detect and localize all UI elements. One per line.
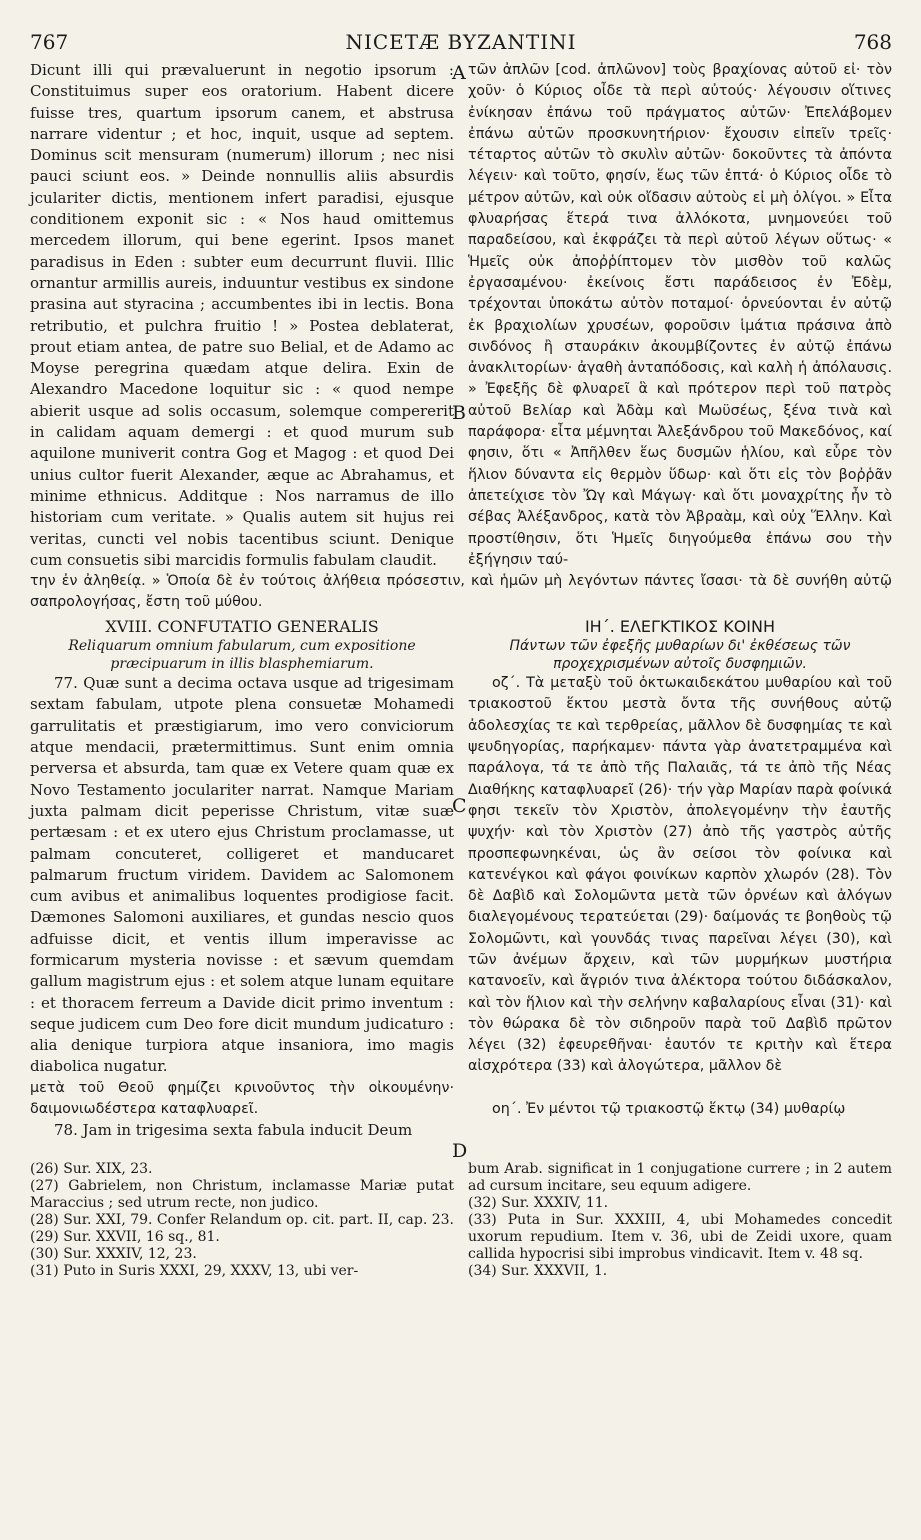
column-marker-d: D	[452, 1140, 468, 1162]
column-marker-a: A	[452, 62, 466, 84]
greek-heading-block	[468, 613, 892, 673]
footnote: (34) Sur. XXXVII, 1.	[468, 1263, 608, 1280]
footnote: (29) Sur. XXVII, 16 sq., 81.	[30, 1229, 220, 1246]
latin-bridge-col	[30, 1078, 454, 1141]
latin-section-subtitle: Reliquarum omnium fabularum, cum expositione præcipuarum in illis blasphemiarum.	[68, 638, 416, 673]
footnote: (31) Puto in Suris XXXI, 29, XXXV, 13, ubi ver-	[30, 1263, 359, 1280]
running-header	[30, 30, 892, 60]
greek-continuation-1: την ἐν ἀληθείᾳ. » Ὁποία δὲ ἐν τούτοις ἀλήθεια πρόσεστιν, καὶ ἡμῶν μὴ λεγόντων πάντες ἴσασι· τὰ δὲ συνήθη αὐτῷ σαπρολογήσας, ἔστη τοῦ μύθου.	[30, 573, 892, 611]
greek-paragraph-78: οη΄. Ἐν μέντοι τῷ τριακοστῷ ἕκτῳ (34) μυθαρίῳ	[492, 1100, 846, 1117]
section2-columns	[30, 673, 892, 1078]
page-number-left: 767	[30, 30, 69, 54]
section1-columns	[30, 60, 892, 571]
greek-section-subtitle: Πάντων τῶν ἐφεξῆς μυθαρίων δι' ἐκθέσεως τῶν προχεχρισμένων αὐτοῖς δυσφημιῶν.	[509, 638, 851, 673]
page	[30, 30, 892, 1280]
section2-bridge	[30, 1078, 892, 1141]
latin-paragraph-78: 78. Jam in trigesima sexta fabula inducit Deum	[54, 1120, 413, 1139]
latin-text-1: Dicunt illi qui prævaluerunt in negotio ipsorum : Constituimus super eos oratorium. Habent dicere fuisse tres, quartum ipsorum canem, et abstrusa narrare videntur ; et hoc, inquit, usque ad septem. Dominus scit mensuram (numerum) illorum ; nec nisi pauci sciunt eos. » Deinde nonnullis aliis absurdis jculariter dictis, mentionem infert paradisi, ejusque conditionem exponit sic : « Nos haud omittemus mercedem illorum, qui bene egerint. Ipsos manet paradisus in Eden : subter eum decurrunt fluvii. Illic ornantur armillis aureis, induuntur vestibus ex sindone prasina aut styracina ; accumbentes ibi in lectis. Bona retributio, et pulchra fruitio ! » Postea deblaterat, prout etiam antea, de patre suo Belial, et de Adamo ac Moyse peregrina quædam atque delira. Exin de Alexandro Macedone loquitur sic : « quod nempe abierit usque ad solis occasum, solemque compererit in calidam aquam demergi : et quod murum sub aquilone muniverit contra Gog et Magog : et quod Dei unius cultor fuerit Alexander, æque ac Abrahamus, et minime ethnicus. Additque : Nos narramus de illo historiam cum veritate. » Qualis autem sit hujus rei veritas, cuncti vel nobis tacentibus sciunt. Denique cum consuetis sibi marcidis formulis fabulam claudit.	[30, 61, 454, 569]
page-number-right: 768	[853, 30, 892, 54]
latin-section-heading: XVIII. CONFUTATIO GENERALIS	[105, 617, 379, 637]
section2-headings	[30, 613, 892, 673]
footnotes-left	[30, 1161, 454, 1280]
footnote: (27) Gabrielem, non Christum, inclamasse Mariæ putat Maraccius ; sed utrum recte, non judico.	[30, 1178, 454, 1212]
footnote: (33) Puta in Sur. XXXIII, 4, ubi Mohamedes concedit uxorum repudium. Item v. 36, ubi de Zeidi uxore, quam callida hypocrisi sibi improbus vindicavit. Item v. 48 sq.	[468, 1212, 892, 1263]
greek-column-2	[468, 673, 892, 1078]
latin-column-1	[30, 60, 454, 571]
footnote: (32) Sur. XXXIV, 11.	[468, 1195, 609, 1212]
column-marker-b: B	[452, 402, 466, 424]
latin-text-2: 77. Quæ sunt a decima octava usque ad trigesimam sextam fabulam, utpote plena consuetæ Mohamedi garrulitatis et præstigiarum, imo vero conviciorum atque mendacii, prætermittimus. Sunt enim omnia perversa et absurda, tam quæ ex Vetere quam quæ ex Novo Testamento joculariter narrat. Namque Mariam juxta palmam dicit peperisse Christum, vitæ suæ pertæsam : et ex utero ejus Christum proclamasse, ut palmam concuteret, colligeret et manducaret palmarum fructum viridem. Davidem ac Salomonem cum avibus et animalibus loquentes prodigiose facit. Dæmones Salomoni auxiliares, et gundas nescio quos adfuisse dicit, et ventis illum imperavisse ac formicarum mysteria novisse : et sævum quemdam gallum magistrum ejus : et solem atque lunam equitare : et thoracem ferreum a Davide dicit primo inventum : seque judicem cum Deo fore dicit mundum judicaturo : alia denique turpiora atque insaniora, imo magis diabolica nugatur.	[30, 674, 454, 1076]
latin-column-2	[30, 673, 454, 1078]
latin-heading-block	[30, 613, 454, 673]
greek-bridge-text: μετὰ τοῦ Θεοῦ φημίζει κρινοῦντος τὴν οἰκουμένην· δαιμονιωδέστερα καταφλυαρεῖ.	[30, 1079, 454, 1117]
footnote: (26) Sur. XIX, 23.	[30, 1161, 153, 1178]
footnote: (28) Sur. XXI, 79. Confer Relandum op. cit. part. II, cap. 23.	[30, 1212, 455, 1229]
column-marker-c: C	[452, 795, 467, 817]
footnotes	[30, 1161, 892, 1280]
greek-text-1: τῶν ἀπλῶν [cod. ἀπλῶνον] τοὺς βραχίονας αὐτοῦ εἰ· τὸν χοῦν· ὁ Κύριος οἶδε τὰ περὶ αὐτούς· λέγουσιν οἵτινες ἐνίκησαν ἐπάνω τοῦ πράγματος αὐτῶν· Ἐπελάβομεν ἐπάνω αὐτῶν προσκυνητήριον· ἔχουσιν εἰπεῖν τρεῖς· τέταρτος αὐτῶν τὸ σκυλὶν αὐτῶν· δοκοῦντες τὰ ἀπόντα λέγειν· καὶ τοῦτο, φησίν, ἕως τῶν ἑπτά· ὁ Κύριος οἶδε τὸ μέτρον αὐτῶν, καὶ οὐκ οἴδασιν αὐτοὺς εἰ μὴ ὀλίγοι. » Εἶτα φλυαρήσας ἕτερά τινα ἀλλόκοτα, μνημονεύει τοῦ παραδείσου, καὶ ἐκφράζει τὰ περὶ αὐτοῦ λέγων οὕτως· « Ἡμεῖς οὐκ ἀποῤῥίπτομεν τὸν μισθὸν τοῦ καλῶς ἐργασαμένου· ἐκείνοις ἔστι παράδεισος ἐν Ἐδὲμ, τρέχονται ὑποκάτω αὐτὸν ποταμοί· ὀρνεύονται ἐν αὐτῷ ἐκ βραχιολίων χρυσέων, φοροῦσιν ἱμάτια πράσινα ἀπὸ σινδόνος ἢ σταυράκιν ἀκουμβίζοντες ἐν αὐτῷ ἐπάνω ἀνακλιτορίων· ἀγαθὴ ἀνταπόδοσις, καὶ καλὴ ἡ ἀπόλαυσις. » Ἐφεξῆς δὲ φλυαρεῖ ἃ καὶ πρότερον περὶ τοῦ πατρὸς αὐτοῦ Βελίαρ καὶ Ἀδὰμ καὶ Μωϋσέως, ξένα τινὰ καὶ παράφορα· εἶτα μέμνηται Ἀλεξάνδρου τοῦ Μακεδόνος, καί φησιν, ὅτι « Ἀπῆλθεν ἕως δυσμῶν ἡλίου, καὶ εὗρε τὸν ἥλιον δύναντα εἰς θερμὸν ὕδωρ· καὶ ὅτι εἰς τὸν βοῤῥᾶν ἀπετείχισε τὸν Ὤγ καὶ Μάγωγ· καὶ ὅτι μοναχρίτης ἦν τὸ σέβας Ἀλέξανδρος, κατὰ τὸν Ἀβραὰμ, καὶ οὐχ Ἕλλην. Καὶ προστίθησιν, ὅτι Ἡμεῖς διηγούμεθα ἐπάνω σου τὴν ἐξήγησιν ταύ-	[468, 62, 892, 568]
greek-bridge-col	[468, 1078, 892, 1141]
footnotes-right	[468, 1161, 892, 1280]
greek-column-1	[468, 60, 892, 571]
greek-section-heading: ΙΗ΄. ΕΛΕΓΚΤΙΚΟΣ ΚΟΙΝΗ	[584, 617, 776, 637]
running-title: NICETÆ BYZANTINI	[345, 30, 577, 54]
greek-text-2: οζ΄. Τὰ μεταξὺ τοῦ ὀκτωκαιδεκάτου μυθαρίου καὶ τοῦ τριακοστοῦ ἕκτου μεστὰ ὄντα τῆς συνήθους αὐτῷ ἀδολεσχίας τε καὶ τερθρείας, μᾶλλον δὲ δυσφημίας τε καὶ ψευδηγορίας, παρήκαμεν· πάντα γὰρ ἀνατετραμμένα καὶ παράλογα, τά τε ἀπὸ τῆς Παλαιᾶς, τά τε ἀπὸ τῆς Νέας Διαθήκης καταφλυαρεῖ (26)· τήν γὰρ Μαρίαν παρὰ φοίνικά φησι τεκεῖν τὸν Χριστὸν, ἀπολεγομένην τὴν ἑαυτῆς ψυχήν· καὶ τὸν Χριστὸν (27) ἀπὸ τῆς γαστρὸς αὐτῆς προσπεφωνηκέναι, ὡς ἂν σείσοι τὸν φοίνικα καὶ κατενέγκοι καὶ φάγοι φοινίκων καρπὸν χλωρόν (28). Τὸν δὲ Δαβὶδ καὶ Σολομῶντα μετὰ τῶν ὀρνέων καὶ ἀλόγων διαλεγομένους τερατεύεται (29)· δαίμονάς τε βοηθοὺς τῷ Σολομῶντι, καὶ γουνδάς τινας παρεῖναι λέγει (30), καὶ τῶν ἀνέμων ἄρχειν, καὶ τῶν μυρμήκων μυστήρια κατανοεῖν, καὶ ἄγριόν τινα ἀλέκτορα τούτου διδάσκαλον, καὶ τὸν ἥλιον καὶ τὴν σελήνην καβαλαρίους εἶναι (31)· καὶ τὸν θώρακα δὲ τὸν σιδηροῦν παρὰ τοῦ Δαβὶδ πρῶτον λέγει (32) ἐφευρεθῆναι· ἑαυτόν τε κριτὴν καὶ ἕτερα αἰσχρότερα (33) καὶ ἀλογώτερα, μᾶλλον δὲ	[468, 675, 892, 1075]
footnote: bum Arab. significat in 1 conjugatione currere ; in 2 autem ad cursum incitare, seu equum adigere.	[468, 1161, 892, 1195]
footnote: (30) Sur. XXXIV, 12, 23.	[30, 1246, 197, 1263]
